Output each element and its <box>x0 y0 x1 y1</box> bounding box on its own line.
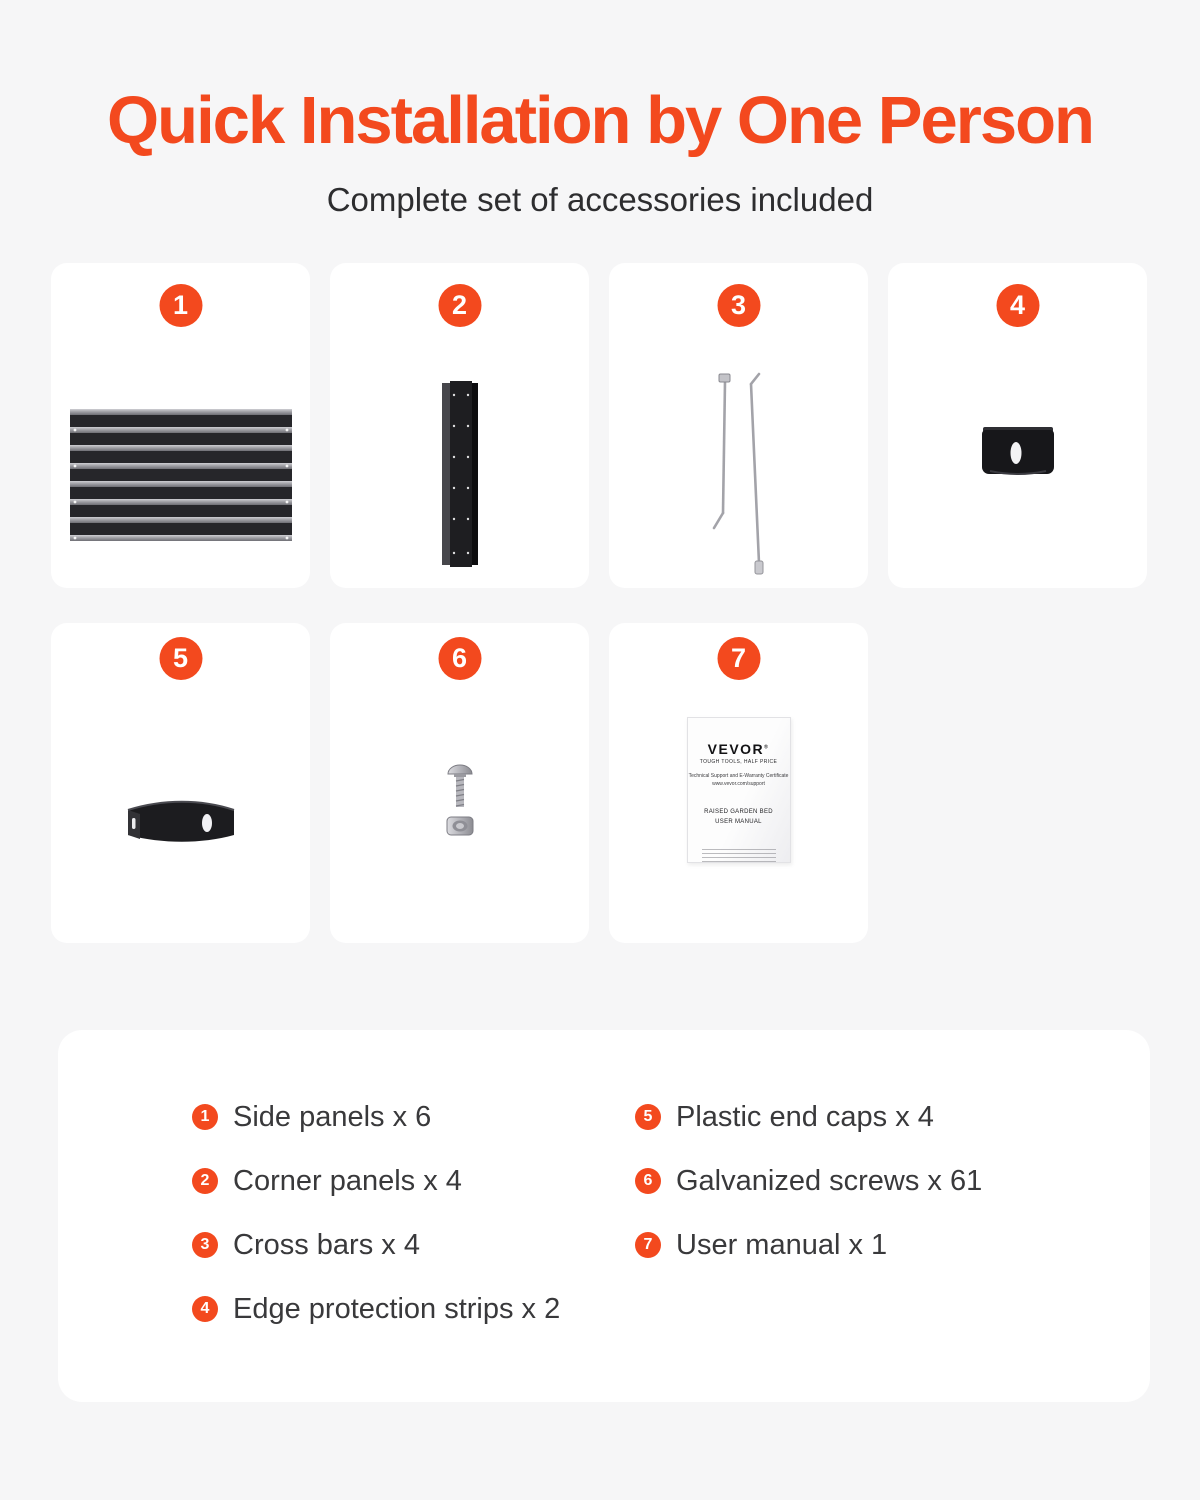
part-card-galvanized-screws <box>330 623 589 943</box>
part-card-cross-bars <box>609 263 868 588</box>
legend-item-user-manual <box>635 1227 982 1263</box>
page-title: Quick Installation by One Person <box>107 83 1093 158</box>
legend-item-plastic-end-caps <box>635 1099 982 1135</box>
part-number-badge: 4 <box>996 284 1039 327</box>
manual-doc-title: RAISED GARDEN BED USER MANUAL <box>704 809 773 825</box>
part-card-side-panels <box>51 263 310 588</box>
manual-fine-print <box>702 849 776 862</box>
user-manual-booklet <box>687 717 791 863</box>
legend-number-badge: 2 <box>192 1168 218 1194</box>
part-card-edge-protection-strips <box>888 263 1147 588</box>
legend-item-edge-protection-strips <box>192 1291 560 1327</box>
legend-item-label: User manual x 1 <box>676 1228 888 1261</box>
page-subtitle: Complete set of accessories included <box>326 181 874 218</box>
legend-item-side-panels <box>192 1099 560 1135</box>
parts-legend-panel <box>58 1030 1150 1402</box>
part-number-badge: 2 <box>438 284 481 327</box>
legend-number-badge: 6 <box>635 1168 661 1194</box>
part-number-badge: 1 <box>159 284 202 327</box>
legend-item-label: Plastic end caps x 4 <box>676 1100 934 1133</box>
side-panel-icon <box>70 409 292 541</box>
corner-panel-icon <box>442 381 478 567</box>
legend-item-galvanized-screws <box>635 1163 982 1199</box>
cross-bars-icon <box>689 369 789 579</box>
legend-number-badge: 4 <box>192 1296 218 1322</box>
legend-number-badge: 1 <box>192 1104 218 1130</box>
part-card-plastic-end-caps <box>51 623 310 943</box>
manual-brand-logo: VEVOR® <box>707 741 770 757</box>
legend-item-label: Cross bars x 4 <box>233 1228 420 1261</box>
plastic-end-cap-icon <box>123 795 239 845</box>
legend-item-label: Corner panels x 4 <box>233 1164 462 1197</box>
part-number-badge: 6 <box>438 637 481 680</box>
part-number-badge: 5 <box>159 637 202 680</box>
manual-tagline: TOUGH TOOLS, HALF PRICE <box>699 759 778 765</box>
legend-right-column <box>635 1099 982 1263</box>
legend-left-column <box>192 1099 560 1327</box>
galvanized-screw-icon <box>440 761 480 839</box>
part-number-badge: 7 <box>717 637 760 680</box>
legend-item-label: Galvanized screws x 61 <box>676 1164 983 1197</box>
part-card-user-manual <box>609 623 868 943</box>
legend-item-label: Side panels x 6 <box>233 1100 432 1133</box>
legend-number-badge: 7 <box>635 1232 661 1258</box>
legend-item-cross-bars <box>192 1227 560 1263</box>
legend-item-label: Edge protection strips x 2 <box>233 1292 561 1325</box>
legend-number-badge: 5 <box>635 1104 661 1130</box>
legend-number-badge: 3 <box>192 1232 218 1258</box>
part-number-badge: 3 <box>717 284 760 327</box>
manual-support-text: Technical Support and E-Warranty Certificate www.vevor.com/support <box>688 773 789 787</box>
legend-item-corner-panels <box>192 1163 560 1199</box>
edge-protection-strip-icon <box>980 423 1056 479</box>
part-card-corner-panels <box>330 263 589 588</box>
